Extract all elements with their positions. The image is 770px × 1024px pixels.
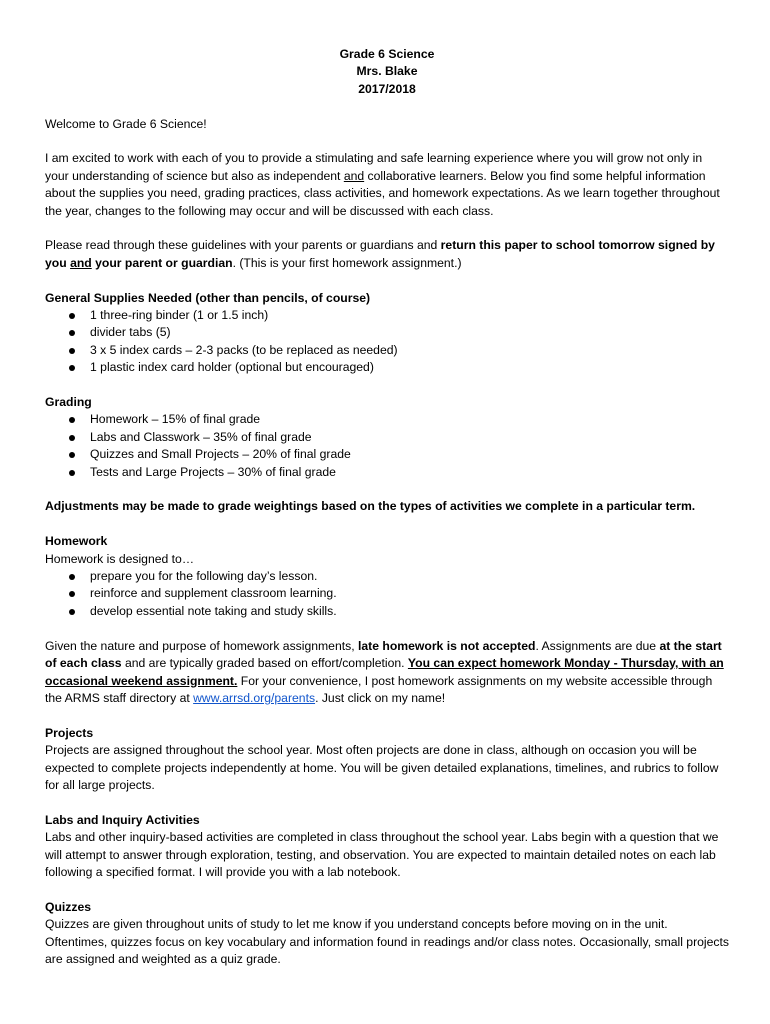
list-item: Tests and Large Projects – 30% of final grade: [45, 464, 729, 481]
homework-lead: Homework is designed to…: [45, 551, 195, 566]
grading-list: [45, 411, 729, 481]
grading-heading: Grading: [45, 395, 92, 410]
parents-website-link[interactable]: www.arrsd.org/parents: [193, 690, 316, 705]
labs-heading: Labs and Inquiry Activities: [45, 812, 200, 827]
list-item: 1 plastic index card holder (optional but encouraged): [45, 359, 729, 376]
quizzes-heading: Quizzes: [45, 899, 92, 914]
quizzes-paragraph: Quizzes are given throughout units of study to let me know if you understand concepts before moving on in the unit. Oftentimes, quizzes focus on key vocabulary and information found in readings and/or class notes. Occasionally, small projects are assigned and weighted as a quiz grade.: [45, 917, 729, 966]
grading-adjustment-note: Adjustments may be made to grade weightings based on the types of activities we complete in a particular term.: [45, 499, 696, 514]
supplies-heading: General Supplies Needed (other than pencils, of course): [45, 290, 371, 305]
projects-paragraph: Projects are assigned throughout the school year. Most often projects are done in class, although on occasion you will be expected to complete projects independently at home. You will be given detailed explanations, timelines, and rubrics to follow for all large projects.: [45, 743, 719, 792]
list-item: prepare you for the following day’s lesson.: [45, 568, 729, 585]
homework-list: [45, 568, 729, 620]
list-item: Quizzes and Small Projects – 20% of final grade: [45, 446, 729, 463]
projects-heading: Projects: [45, 725, 94, 740]
intro-paragraph: I am excited to work with each of you to provide a stimulating and safe learning experience where you will grow not only in your understanding of science but also as independent and collaborative learners. Below you find some helpful information about the supplies you need, grading practices, class activities, and homework expectations. As we learn together throughout the year, changes to the following may occur and will be discussed with each class.: [45, 151, 720, 218]
list-item: reinforce and supplement classroom learning.: [45, 585, 729, 602]
list-item: Homework – 15% of final grade: [45, 411, 729, 428]
list-item: 1 three-ring binder (1 or 1.5 inch): [45, 307, 729, 324]
list-item: Labs and Classwork – 35% of final grade: [45, 429, 729, 446]
welcome-line: Welcome to Grade 6 Science!: [45, 116, 207, 131]
supplies-list: [45, 307, 729, 377]
list-item: develop essential note taking and study skills.: [45, 603, 729, 620]
school-year: 2017/2018: [358, 81, 416, 96]
document-title: Grade 6 Science: [339, 47, 435, 61]
list-item: divider tabs (5): [45, 324, 729, 341]
teacher-name: Mrs. Blake: [356, 64, 418, 79]
document-page: [45, 46, 729, 968]
labs-paragraph: Labs and other inquiry-based activities are completed in class throughout the school year. Labs begin with a question that we will attempt to answer through exploration, testing, and observation. You are expected to maintain detailed notes on each lab following a specified format. I will provide you with a lab notebook.: [45, 830, 719, 879]
return-paper-paragraph: Please read through these guidelines with your parents or guardians and return this paper to school tomorrow signed by you and your parent or guardian. (This is your first homework assignment.): [45, 238, 715, 270]
list-item: 3 x 5 index cards – 2-3 packs (to be replaced as needed): [45, 342, 729, 359]
homework-policy-paragraph: Given the nature and purpose of homework assignments, late homework is not accepted. Assignments are due at the start of each class and are typically graded based on effort/completion. You can expect homework Monday - Thursday, with an occasional weekend assignment. For your convenience, I post homework assignments on my website accessible through the ARMS staff directory at www.arrsd.org/parents. Just click on my name!: [45, 638, 724, 705]
homework-heading: Homework: [45, 534, 108, 549]
